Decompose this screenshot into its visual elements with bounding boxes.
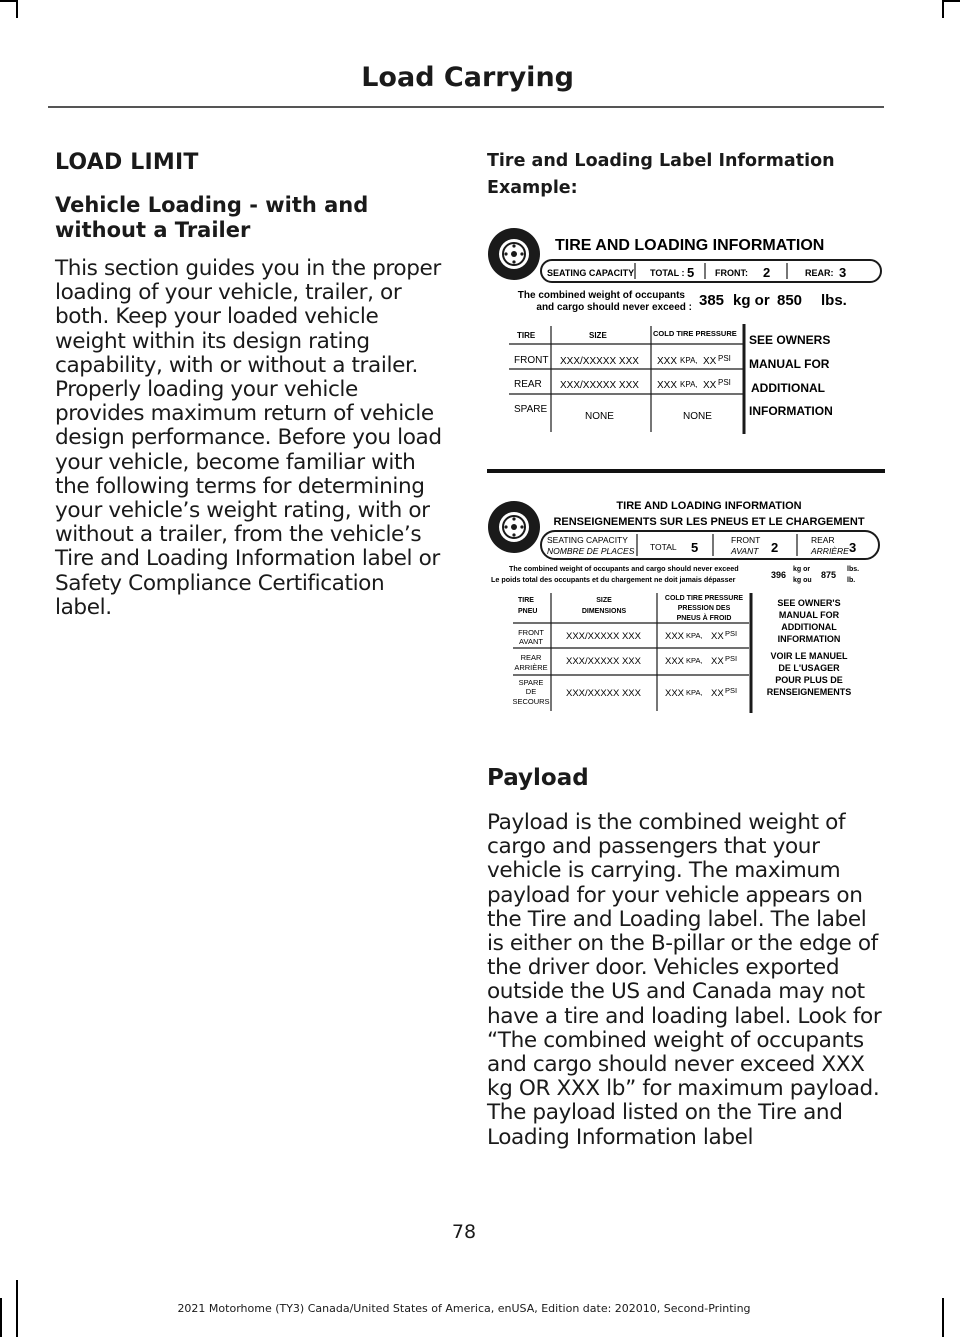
svg-text:NONE: NONE bbox=[683, 411, 712, 422]
svg-text:KPA,: KPA, bbox=[680, 356, 698, 365]
svg-text:TOTAL: TOTAL bbox=[650, 542, 677, 552]
svg-text:KPA,: KPA, bbox=[686, 688, 703, 697]
svg-text:PSI: PSI bbox=[725, 629, 738, 638]
svg-text:INFORMATION: INFORMATION bbox=[777, 634, 841, 644]
svg-text:MANUAL FOR: MANUAL FOR bbox=[749, 357, 830, 371]
svg-text:POUR PLUS DE: POUR PLUS DE bbox=[775, 675, 843, 685]
svg-text:XX: XX bbox=[703, 380, 717, 391]
label-title: TIRE AND LOADING INFORMATION bbox=[555, 237, 825, 254]
svg-text:TIRE: TIRE bbox=[517, 331, 536, 340]
svg-text:XXX: XXX bbox=[665, 656, 685, 667]
svg-text:XXX/XXXXX XXX: XXX/XXXXX XXX bbox=[560, 356, 639, 367]
svg-text:XXX: XXX bbox=[665, 631, 685, 642]
svg-text:SPARE: SPARE bbox=[518, 678, 544, 687]
section-heading: LOAD LIMIT bbox=[55, 150, 199, 175]
svg-text:KPA,: KPA, bbox=[686, 656, 703, 665]
left-column bbox=[55, 148, 447, 620]
subsection-heading: Vehicle Loading - with and without a Trailer bbox=[55, 193, 369, 242]
svg-text:DIMENSIONS: DIMENSIONS bbox=[581, 608, 627, 615]
svg-text:lbs.: lbs. bbox=[821, 292, 847, 309]
svg-text:XXX: XXX bbox=[657, 356, 678, 367]
label-separator bbox=[487, 469, 885, 473]
svg-text:AVANT: AVANT bbox=[731, 546, 759, 556]
svg-text:XXX/XXXXX XXX: XXX/XXXXX XXX bbox=[566, 656, 641, 667]
right-column-heading bbox=[487, 148, 887, 202]
payload-lbs-value: 850 bbox=[777, 292, 803, 309]
svg-text:REAR: REAR bbox=[520, 653, 542, 662]
page-header-title: Load Carrying bbox=[361, 62, 574, 93]
svg-text:FRONT: FRONT bbox=[514, 355, 549, 366]
page-number: 78 bbox=[451, 1221, 477, 1243]
svg-text:The combined weight of occupan: The combined weight of occupants and cargo should never exceed bbox=[509, 564, 739, 573]
tire-loading-label-bilingual bbox=[487, 493, 885, 715]
svg-text:REAR: REAR bbox=[514, 379, 542, 390]
tire-icon bbox=[488, 501, 540, 553]
body-paragraph: This section guides you in the proper loading of your vehicle, trailer, or both. Keep your loaded vehicle weight within its design rating capability, with or without a trailer. Properly loading your vehicle provides maximum return of vehicle design performance. Before you load your vehicle, become familiar with the following terms for determining your vehicle’s weight rating, with or without a trailer, from the vehicle’s Tire and Loading Information label or Safety Compliance Certification label. bbox=[55, 256, 442, 620]
crop-mark bbox=[942, 1298, 944, 1337]
svg-text:3: 3 bbox=[839, 265, 847, 280]
svg-text:SEE OWNER'S: SEE OWNER'S bbox=[777, 598, 841, 608]
payload-heading: Payload bbox=[487, 765, 589, 791]
svg-text:FRONT: FRONT bbox=[518, 628, 544, 637]
svg-text:5: 5 bbox=[687, 265, 695, 280]
svg-text:XX: XX bbox=[711, 688, 724, 699]
svg-text:VOIR LE MANUEL: VOIR LE MANUEL bbox=[770, 651, 848, 661]
svg-text:DE: DE bbox=[525, 687, 537, 696]
svg-text:REAR:: REAR: bbox=[805, 268, 834, 278]
svg-text:AVANT: AVANT bbox=[519, 637, 543, 646]
tire-icon bbox=[488, 228, 540, 280]
svg-text:REAR: REAR bbox=[811, 535, 835, 545]
svg-text:PNEU: PNEU bbox=[518, 608, 538, 615]
svg-text:kg ou: kg ou bbox=[793, 577, 812, 584]
svg-text:ADDITIONAL: ADDITIONAL bbox=[751, 381, 825, 395]
svg-text:kg or: kg or bbox=[793, 566, 811, 573]
svg-text:2: 2 bbox=[763, 265, 771, 280]
seating-capacity-label: SEATING CAPACITY bbox=[547, 268, 635, 278]
svg-text:FRONT:: FRONT: bbox=[715, 268, 748, 278]
svg-text:DE L'USAGER: DE L'USAGER bbox=[778, 663, 840, 673]
svg-text:SPARE: SPARE bbox=[514, 404, 548, 415]
svg-text:XXX/XXXXX XXX: XXX/XXXXX XXX bbox=[566, 688, 641, 699]
svg-text:SIZE: SIZE bbox=[596, 597, 612, 604]
svg-text:XXX: XXX bbox=[665, 688, 685, 699]
svg-text:NONE: NONE bbox=[585, 411, 614, 422]
crop-mark bbox=[942, 0, 960, 2]
svg-text:XXX/XXXXX XXX: XXX/XXXXX XXX bbox=[566, 631, 641, 642]
svg-text:RENSEIGNEMENTS SUR LES PNEUS E: RENSEIGNEMENTS SUR LES PNEUS ET LE CHARGEMENT bbox=[553, 516, 865, 528]
svg-text:INFORMATION: INFORMATION bbox=[749, 404, 833, 418]
svg-text:SIZE: SIZE bbox=[589, 331, 607, 340]
svg-text:SEE OWNERS: SEE OWNERS bbox=[749, 333, 831, 347]
svg-text:lb.: lb. bbox=[847, 577, 856, 584]
svg-text:FRONT: FRONT bbox=[731, 535, 761, 545]
label-info-heading: Tire and Loading Label Information bbox=[487, 151, 835, 171]
crop-mark bbox=[942, 0, 944, 18]
svg-text:XXX/XXXXX XXX: XXX/XXXXX XXX bbox=[560, 380, 639, 391]
svg-text:396: 396 bbox=[771, 570, 787, 580]
tire-loading-label-english bbox=[487, 222, 885, 437]
svg-text:KPA,: KPA, bbox=[680, 380, 698, 389]
svg-text:TIRE AND LOADING INFORMATION: TIRE AND LOADING INFORMATION bbox=[616, 500, 802, 512]
svg-text:XX: XX bbox=[711, 656, 724, 667]
svg-text:XX: XX bbox=[703, 356, 717, 367]
svg-text:PNEUS À FROID: PNEUS À FROID bbox=[676, 615, 732, 622]
svg-text:ADDITIONAL: ADDITIONAL bbox=[781, 622, 837, 632]
svg-text:NOMBRE DE PLACES: NOMBRE DE PLACES bbox=[547, 546, 635, 556]
edition-footer: 2021 Motorhome (TY3) Canada/United States of America, enUSA, Edition date: 202010, Second-Printing bbox=[177, 1302, 751, 1315]
svg-text:The combined weight of occupan: The combined weight of occupants bbox=[517, 290, 685, 301]
payload-paragraph: Payload is the combined weight of cargo and passengers that your vehicle is carrying. The maximum payload for your vehicle appears on the Tire and Loading label. The label is either on the B-pillar or the edge of the driver door. Vehicles exported outside the US and Canada may not have a tire and loading label. Look for “The combined weight of occupants and cargo should never exceed XXX kg OR XXX lb” for maximum payload. The payload listed on the Tire and Loading Information label bbox=[487, 810, 882, 1150]
svg-text:PSI: PSI bbox=[718, 378, 731, 387]
svg-text:5: 5 bbox=[691, 540, 699, 555]
svg-text:XX: XX bbox=[711, 631, 724, 642]
svg-text:SECOURS: SECOURS bbox=[512, 697, 550, 706]
payload-section bbox=[487, 766, 887, 1150]
header-divider bbox=[48, 106, 884, 108]
svg-text:PRESSION DES: PRESSION DES bbox=[677, 605, 731, 612]
svg-text:and cargo should never exceed: and cargo should never exceed : bbox=[536, 302, 692, 313]
svg-text:875: 875 bbox=[821, 570, 837, 580]
svg-text:RENSEIGNEMENTS: RENSEIGNEMENTS bbox=[766, 687, 852, 697]
svg-text:TOTAL :: TOTAL : bbox=[650, 268, 685, 278]
svg-text:ARRIÈRE: ARRIÈRE bbox=[514, 663, 548, 672]
svg-text:2: 2 bbox=[771, 540, 779, 555]
example-label: Example: bbox=[487, 178, 578, 198]
svg-text:COLD TIRE PRESSURE: COLD TIRE PRESSURE bbox=[653, 329, 737, 338]
svg-text:KPA,: KPA, bbox=[686, 631, 703, 640]
svg-text:PSI: PSI bbox=[725, 654, 738, 663]
svg-text:TIRE: TIRE bbox=[518, 597, 534, 604]
svg-text:3: 3 bbox=[849, 540, 857, 555]
svg-text:MANUAL FOR: MANUAL FOR bbox=[778, 610, 840, 620]
crop-mark bbox=[16, 0, 18, 18]
svg-text:lbs.: lbs. bbox=[847, 566, 860, 573]
payload-kg-value: 385 bbox=[699, 292, 725, 309]
svg-text:SEATING CAPACITY: SEATING CAPACITY bbox=[547, 535, 628, 545]
svg-text:COLD TIRE PRESSURE: COLD TIRE PRESSURE bbox=[664, 595, 744, 602]
svg-text:ARRIÈRE: ARRIÈRE bbox=[811, 546, 849, 556]
svg-text:kg or: kg or bbox=[733, 292, 770, 309]
svg-text:PSI: PSI bbox=[718, 354, 731, 363]
svg-text:Le poids total des occupants e: Le poids total des occupants et du chargement ne doit jamais dépasser bbox=[491, 575, 736, 584]
svg-text:PSI: PSI bbox=[725, 686, 738, 695]
svg-text:XXX: XXX bbox=[657, 380, 678, 391]
